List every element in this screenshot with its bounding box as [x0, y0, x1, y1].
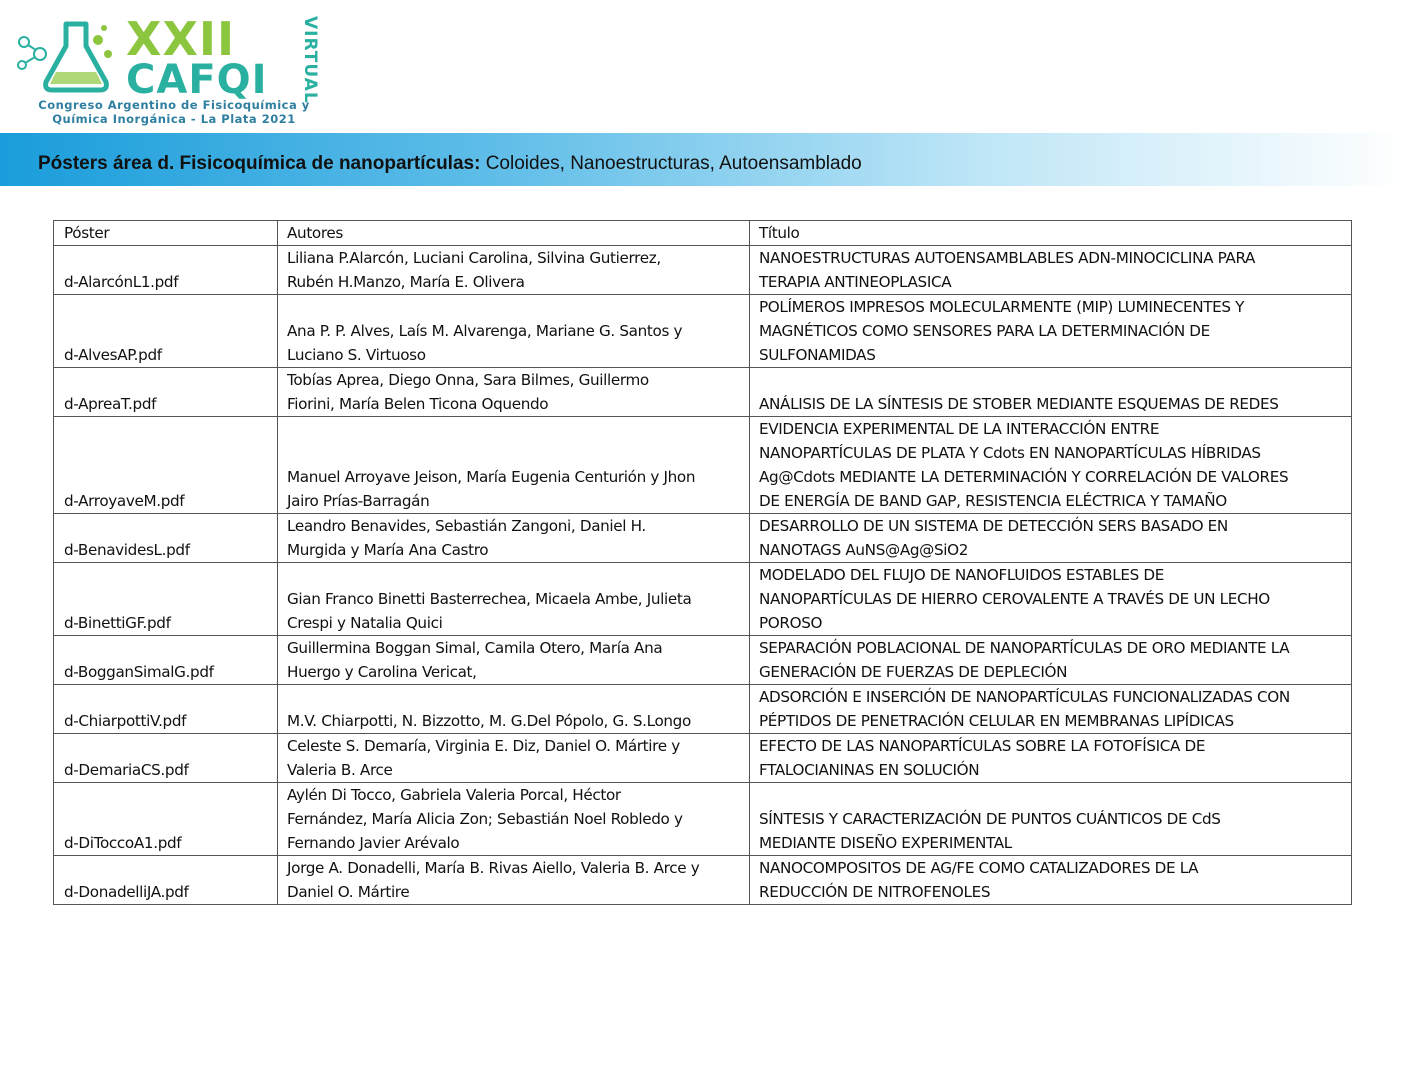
title-line: REDUCCIÓN DE NITROFENOLES [759, 883, 991, 901]
title-cell [750, 514, 1352, 563]
section-title [38, 153, 862, 175]
logo-subtitle [24, 98, 324, 126]
table-header-row [54, 221, 1352, 246]
title-cell [750, 783, 1352, 856]
congress-logo [14, 10, 324, 125]
authors-cell [278, 783, 750, 856]
authors-line: Crespi y Natalia Quici [287, 614, 443, 632]
title-line: ADSORCIÓN E INSERCIÓN DE NANOPARTÍCULAS FUNCIONALIZADAS CON [759, 688, 1290, 706]
title-line: MEDIANTE DISEÑO EXPERIMENTAL [759, 834, 1012, 852]
title-line: TERAPIA ANTINEOPLASICA [759, 273, 952, 291]
title-line: EFECTO DE LAS NANOPARTÍCULAS SOBRE LA FOTOFÍSICA DE [759, 737, 1206, 755]
poster-file-link[interactable]: d-DonadelliJA.pdf [54, 856, 278, 905]
table-row [54, 685, 1352, 734]
authors-line: Daniel O. Mártire [287, 883, 410, 901]
title-line: NANOPARTÍCULAS DE HIERRO CEROVALENTE A TRAVÉS DE UN LECHO [759, 590, 1270, 608]
authors-cell [278, 514, 750, 563]
table-row [54, 417, 1352, 514]
authors-line: Fernando Javier Arévalo [287, 834, 460, 852]
title-cell [750, 856, 1352, 905]
authors-line: Rubén H.Manzo, María E. Olivera [287, 273, 525, 291]
title-cell [750, 295, 1352, 368]
poster-file-link[interactable]: d-BogganSimalG.pdf [54, 636, 278, 685]
posters-table [53, 220, 1352, 905]
table-row [54, 734, 1352, 783]
title-line: PÉPTIDOS DE PENETRACIÓN CELULAR EN MEMBRANAS LIPÍDICAS [759, 712, 1234, 730]
title-cell [750, 417, 1352, 514]
poster-file-link[interactable]: d-ApreaT.pdf [54, 368, 278, 417]
title-line: NANOPARTÍCULAS DE PLATA Y Cdots EN NANOPARTÍCULAS HÍBRIDAS [759, 444, 1261, 462]
title-line: SÍNTESIS Y CARACTERIZACIÓN DE PUNTOS CUÁNTICOS DE CdS [759, 810, 1221, 828]
title-line: GENERACIÓN DE FUERZAS DE DEPLECIÓN [759, 663, 1068, 681]
authors-line: Luciano S. Virtuoso [287, 346, 426, 364]
authors-cell [278, 734, 750, 783]
title-line: DESARROLLO DE UN SISTEMA DE DETECCIÓN SERS BASADO EN [759, 517, 1228, 535]
authors-cell [278, 295, 750, 368]
title-cell [750, 246, 1352, 295]
logo-acronym: CAFQI [126, 57, 268, 103]
header-poster: Póster [54, 221, 278, 246]
authors-line: Celeste S. Demaría, Virginia E. Diz, Daniel O. Mártire y [287, 737, 680, 755]
poster-file-link[interactable]: d-DiToccoA1.pdf [54, 783, 278, 856]
title-line: FTALOCIANINAS EN SOLUCIÓN [759, 761, 980, 779]
table-row [54, 295, 1352, 368]
table-row [54, 563, 1352, 636]
authors-cell [278, 636, 750, 685]
authors-cell [278, 563, 750, 636]
section-title-bold: Pósters área d. Fisicoquímica de nanopartículas: [38, 153, 481, 174]
table-row [54, 246, 1352, 295]
authors-line: Jorge A. Donadelli, María B. Rivas Aiello, Valeria B. Arce y [287, 859, 700, 877]
title-line: DE ENERGÍA DE BAND GAP, RESISTENCIA ELÉCTRICA Y TAMAÑO [759, 492, 1227, 510]
title-line: NANOCOMPOSITOS DE AG/FE COMO CATALIZADORES DE LA [759, 859, 1199, 877]
title-line: Ag@Cdots MEDIANTE LA DETERMINACIÓN Y CORRELACIÓN DE VALORES [759, 468, 1289, 486]
authors-line: Murgida y María Ana Castro [287, 541, 489, 559]
poster-file-link[interactable]: d-AlvesAP.pdf [54, 295, 278, 368]
section-title-rest: Coloides, Nanoestructuras, Autoensamblado [485, 153, 862, 174]
authors-line: Manuel Arroyave Jeison, María Eugenia Centurión y Jhon [287, 468, 696, 486]
title-cell [750, 636, 1352, 685]
title-cell [750, 734, 1352, 783]
header-titulo: Título [750, 221, 1352, 246]
poster-file-link[interactable]: d-ChiarpottiV.pdf [54, 685, 278, 734]
title-line: MAGNÉTICOS COMO SENSORES PARA LA DETERMINACIÓN DE [759, 322, 1210, 340]
title-line: NANOESTRUCTURAS AUTOENSAMBLABLES ADN-MINOCICLINA PARA [759, 249, 1256, 267]
flask-molecule-icon [14, 10, 126, 100]
authors-cell [278, 417, 750, 514]
authors-cell [278, 685, 750, 734]
authors-line: Huergo y Carolina Vericat, [287, 663, 477, 681]
table-row [54, 636, 1352, 685]
authors-line: M.V. Chiarpotti, N. Bizzotto, M. G.Del Pópolo, G. S.Longo [287, 712, 691, 730]
authors-line: Valeria B. Arce [287, 761, 393, 779]
poster-file-link[interactable]: d-BinettiGF.pdf [54, 563, 278, 636]
table-row [54, 783, 1352, 856]
logo-subtitle-line2: Química Inorgánica - La Plata 2021 [52, 112, 296, 126]
authors-line: Leandro Benavides, Sebastián Zangoni, Daniel H. [287, 517, 646, 535]
authors-cell [278, 368, 750, 417]
authors-line: Fernández, María Alicia Zon; Sebastián Noel Robledo y [287, 810, 683, 828]
logo-edition: XXII [126, 12, 236, 66]
section-banner [0, 133, 1408, 186]
title-cell [750, 368, 1352, 417]
header-autores: Autores [278, 221, 750, 246]
authors-line: Fiorini, María Belen Ticona Oquendo [287, 395, 549, 413]
authors-line: Gian Franco Binetti Basterrechea, Micaela Ambe, Julieta [287, 590, 692, 608]
title-line: POROSO [759, 614, 823, 632]
table-row [54, 856, 1352, 905]
title-line: SULFONAMIDAS [759, 346, 876, 364]
poster-file-link[interactable]: d-BenavidesL.pdf [54, 514, 278, 563]
logo-virtual-label: VIRTUAL [300, 16, 320, 104]
title-line: SEPARACIÓN POBLACIONAL DE NANOPARTÍCULAS DE ORO MEDIANTE LA [759, 639, 1290, 657]
title-line: EVIDENCIA EXPERIMENTAL DE LA INTERACCIÓN ENTRE [759, 420, 1160, 438]
authors-line: Jairo Prías-Barragán [287, 492, 430, 510]
poster-file-link[interactable]: d-ArroyaveM.pdf [54, 417, 278, 514]
title-line: NANOTAGS AuNS@Ag@SiO2 [759, 541, 969, 559]
title-cell [750, 685, 1352, 734]
table-row [54, 514, 1352, 563]
logo-subtitle-line1: Congreso Argentino de Fisicoquímica y [38, 98, 310, 112]
authors-line: Liliana P.Alarcón, Luciani Carolina, Silvina Gutierrez, [287, 249, 661, 267]
poster-file-link[interactable]: d-AlarcónL1.pdf [54, 246, 278, 295]
poster-file-link[interactable]: d-DemariaCS.pdf [54, 734, 278, 783]
authors-line: Ana P. P. Alves, Laís M. Alvarenga, Mariane G. Santos y [287, 322, 683, 340]
title-cell [750, 563, 1352, 636]
title-line: MODELADO DEL FLUJO DE NANOFLUIDOS ESTABLES DE [759, 566, 1164, 584]
title-line: POLÍMEROS IMPRESOS MOLECULARMENTE (MIP) LUMINECENTES Y [759, 298, 1245, 316]
authors-line: Guillermina Boggan Simal, Camila Otero, María Ana [287, 639, 663, 657]
authors-line: Aylén Di Tocco, Gabriela Valeria Porcal, Héctor [287, 786, 621, 804]
table-row [54, 368, 1352, 417]
authors-line: Tobías Aprea, Diego Onna, Sara Bilmes, Guillermo [287, 371, 649, 389]
authors-cell [278, 246, 750, 295]
title-line: ANÁLISIS DE LA SÍNTESIS DE STOBER MEDIANTE ESQUEMAS DE REDES [759, 395, 1279, 413]
authors-cell [278, 856, 750, 905]
